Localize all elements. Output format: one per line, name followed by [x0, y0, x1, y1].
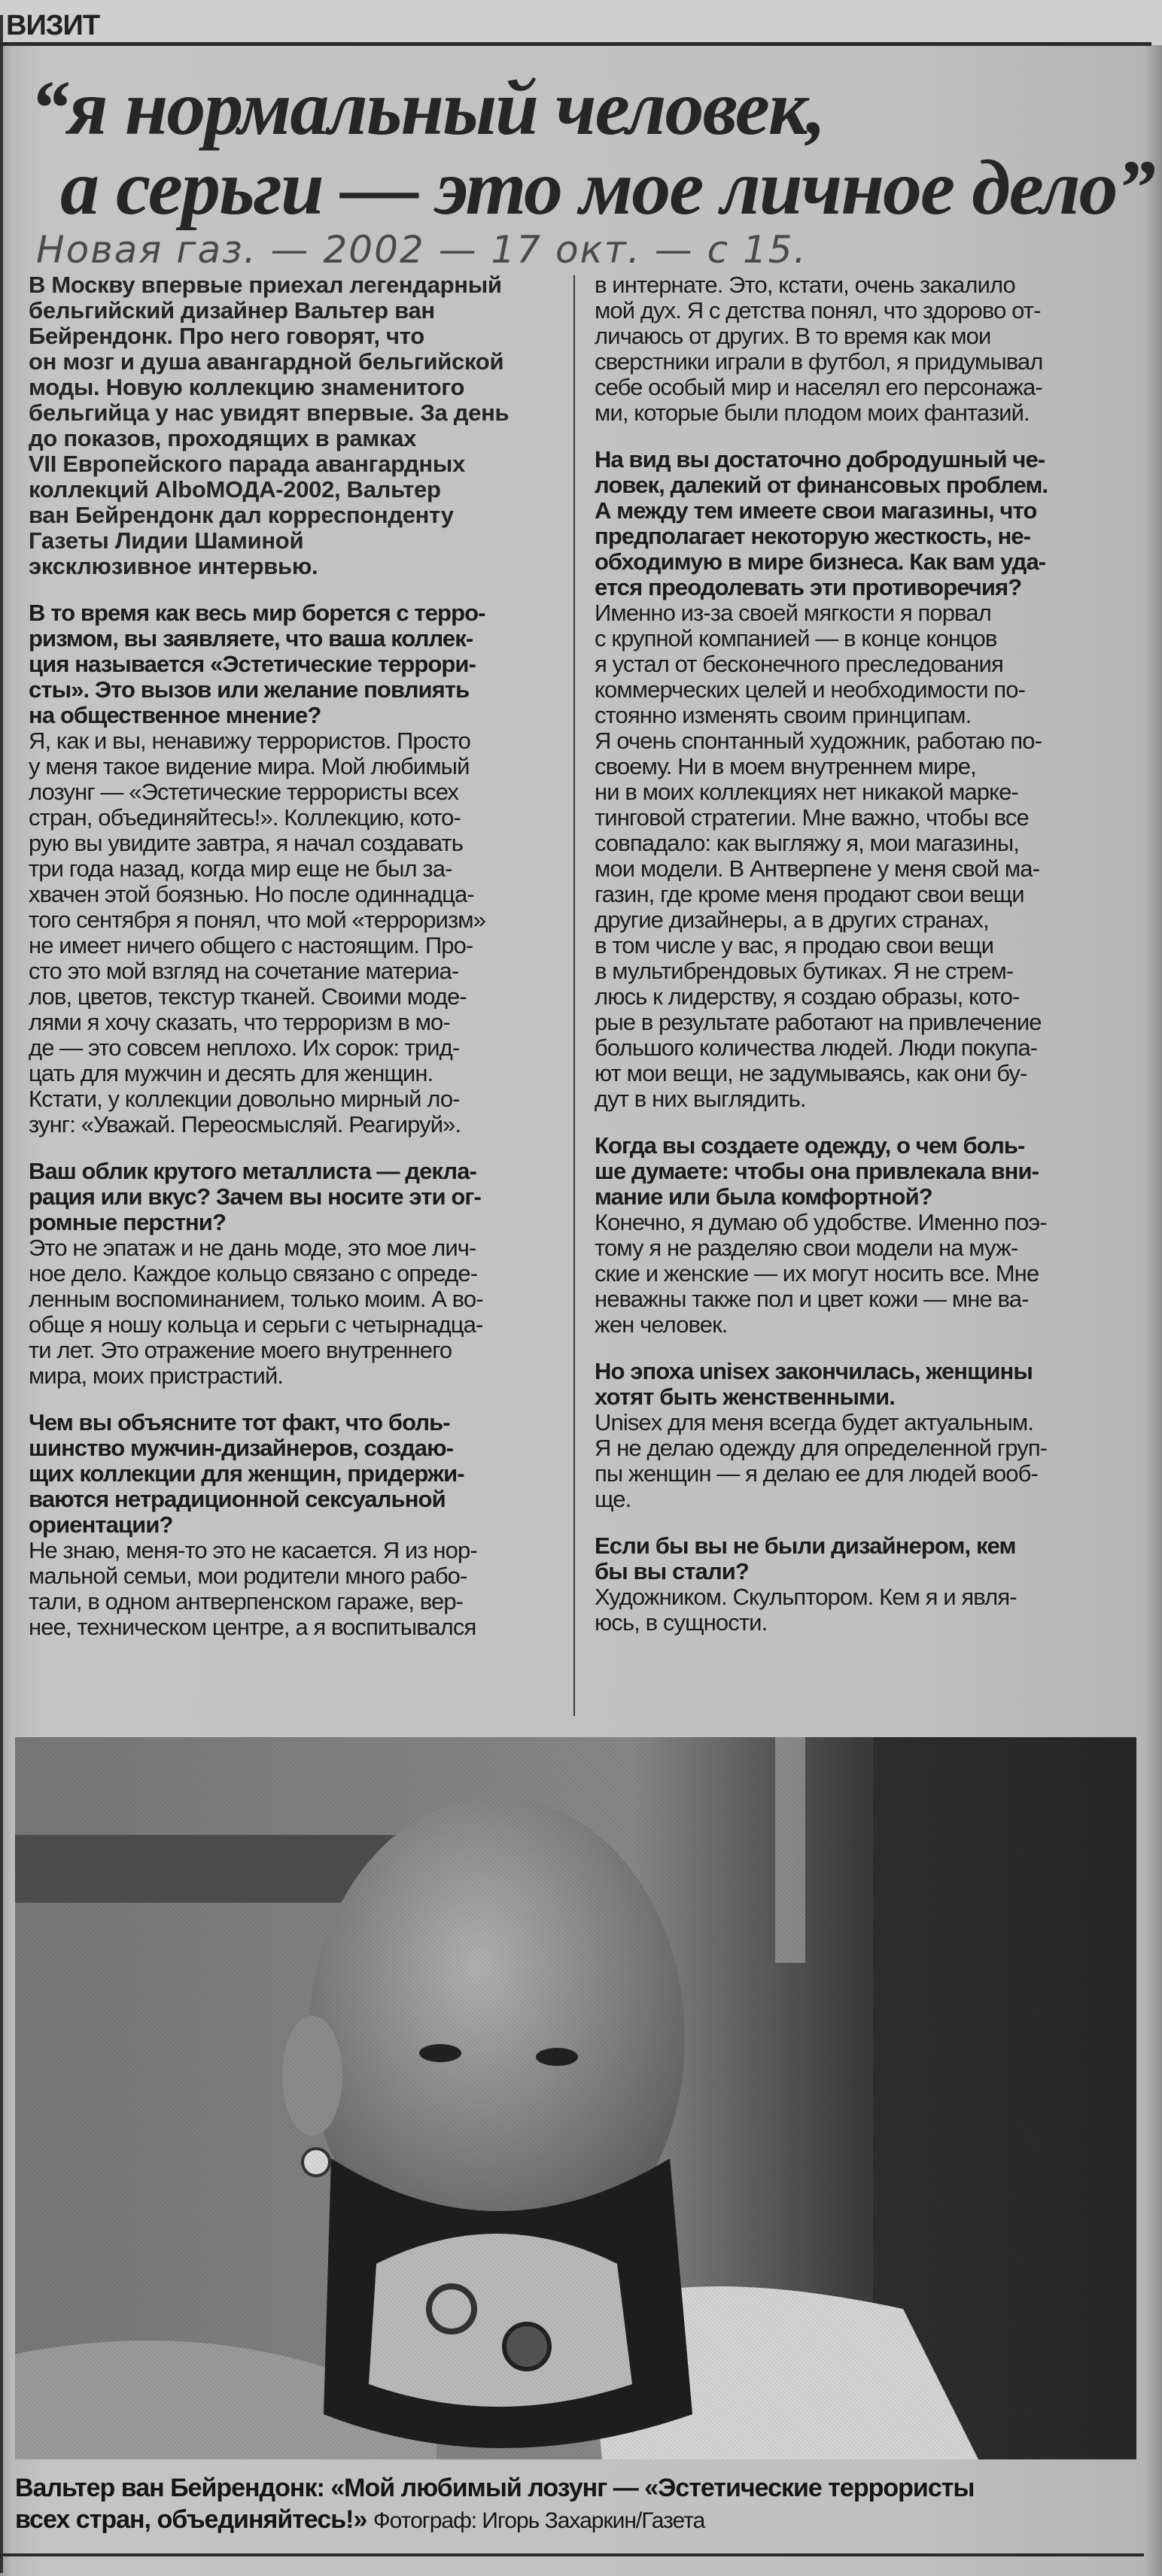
text-line: личаюсь от других. В то время как мои	[595, 323, 991, 349]
interview-question	[595, 1359, 1129, 1410]
text-line: в мультибрендовых бутиках. Я не стрем-	[595, 958, 1014, 984]
interview-answer	[595, 272, 1129, 426]
text-line: VII Европейского парада авангардных	[29, 451, 465, 477]
text-line: мальной семьи, мои родители много рабо-	[29, 1563, 467, 1589]
caption-line-2	[15, 2504, 1136, 2537]
text-line: сто это мой взгляд на сочетание материа-	[29, 958, 459, 984]
text-line: рые в результате работают на привлечение	[595, 1009, 1042, 1035]
text-line: ется преодолевать эти противоречия?	[595, 574, 1022, 600]
text-line: На вид вы достаточно добродушный че-	[595, 446, 1045, 472]
text-line: Я, как и вы, ненавижу террористов. Просто	[29, 728, 470, 754]
text-line: три года назад, когда мир еще не был за-	[29, 855, 452, 882]
text-line: Кстати, у коллекции довольно мирный ло-	[29, 1086, 460, 1112]
text-line: мира, моих пристрастий.	[29, 1362, 284, 1389]
interview-answer	[595, 1584, 1129, 1636]
text-line: тали, в одном антверпенском гараже, вер-	[29, 1588, 464, 1615]
text-line: моды. Новую коллекцию знаменитого	[29, 374, 465, 400]
text-line: лов, цветов, текстур тканей. Своими моде-	[29, 983, 467, 1010]
text-line: ские и женские — их могут носить все. Мне	[595, 1260, 1039, 1286]
interview-answer	[29, 728, 563, 1138]
text-line: лями я хочу сказать, что терроризм в мо-	[29, 1009, 450, 1035]
text-line: мой дух. Я с детства понял, что здорово от-	[595, 297, 1041, 324]
text-line: Конечно, я думаю об удобстве. Именно поэ-	[595, 1209, 1047, 1235]
text-line: Unisex для меня всегда будет актуальным.	[595, 1409, 1034, 1435]
paragraph-gap	[595, 1338, 1129, 1359]
text-line: неважны также пол и цвет кожи — мне ва-	[595, 1286, 1029, 1312]
text-line: большого количества людей. Люди покупа-	[595, 1034, 1038, 1061]
text-line: ван Бейрендонк дал корреспонденту	[29, 502, 454, 528]
text-line: совпадало: как выгляжу я, мои магазины,	[595, 830, 1019, 856]
handwritten-note: Новая газ. — 2002 — 17 окт. — с 15.	[36, 228, 808, 272]
text-line: сты». Это вызов или желание повлиять	[29, 676, 470, 703]
text-line: ное дело. Каждое кольцо связано с опреде-	[29, 1260, 478, 1286]
text-line: сверстники играли в футбол, я придумывал	[595, 348, 1043, 375]
text-line: ти лет. Это отражение моего внутреннего	[29, 1337, 452, 1363]
interview-answer	[595, 1410, 1129, 1512]
caption-quote-line-2: всех стран, объединяйтесь!»	[15, 2505, 367, 2534]
text-line: ше думаете: чтобы она привлекала вни-	[595, 1158, 1039, 1184]
text-line: ют мои вещи, не задумываясь, как они бу-	[595, 1060, 1027, 1086]
text-line: люсь к лидерству, я создаю образы, кото-	[595, 983, 1020, 1010]
text-line: А между тем имеете свои магазины, что	[595, 497, 1037, 524]
interview-question	[595, 1533, 1129, 1584]
text-line: тинговой стратегии. Мне важно, чтобы все	[595, 804, 1029, 831]
text-line: того сентября я понял, что мой «терроризм»	[29, 907, 486, 933]
text-line: де — это совсем неплохо. Их сорок: трид-	[29, 1034, 460, 1061]
text-line: я устал от бесконечного преследования	[595, 651, 1003, 677]
portrait-illustration	[15, 1737, 1136, 2459]
text-line: ще.	[595, 1486, 631, 1512]
text-line: Я очень спонтанный художник, работаю по-	[595, 728, 1042, 754]
headline-line-1: “я нормальный человек,	[30, 65, 825, 151]
paragraph-gap	[595, 1112, 1129, 1133]
page-top-margin	[0, 0, 1162, 45]
photo-credit: Фотограф: Игорь Захаркин/Газета	[373, 2508, 705, 2533]
text-line: ромные перстни?	[29, 1209, 226, 1235]
text-line: стран, объединяйтесь!». Коллекцию, кото-	[29, 804, 461, 831]
text-line: ориентации?	[29, 1511, 173, 1538]
text-line: Но эпоха unisex закончилась, женщины	[595, 1358, 1033, 1384]
text-line: в том числе у вас, я продаю свои вещи	[595, 932, 994, 958]
interview-question	[29, 1159, 563, 1235]
text-line: шинство мужчин-дизайнеров, создаю-	[29, 1435, 454, 1461]
text-line: Если бы вы не были дизайнером, кем	[595, 1533, 1016, 1559]
text-line: не имеет ничего общего с настоящим. Про-	[29, 932, 473, 958]
text-line: Ваш облик крутого металлиста — декла-	[29, 1158, 476, 1184]
text-line: у меня такое видение мира. Мой любимый	[29, 753, 470, 779]
text-line: юсь, в сущности.	[595, 1609, 768, 1636]
header-rule	[0, 42, 1151, 46]
text-line: эксклюзивное интервью.	[29, 553, 318, 579]
text-line: ленным воспоминанием, только моим. А во-	[29, 1286, 483, 1312]
text-line: Именно из-за своей мягкости я порвал	[595, 600, 991, 626]
interview-answer	[29, 1235, 563, 1389]
text-line: с крупной компанией — в конце концов	[595, 625, 997, 652]
text-line: лозунг — «Эстетические террористы всех	[29, 779, 459, 805]
interview-question	[595, 447, 1129, 600]
text-line: коммерческих целей и необходимости по-	[595, 676, 1026, 703]
text-line: ризмом, вы заявляете, что ваша коллек-	[29, 625, 473, 652]
text-line: обходимую в мире бизнеса. Как вам уда-	[595, 548, 1046, 575]
text-line: газин, где кроме меня продают свои вещи	[595, 881, 1024, 907]
text-line: жен человек.	[595, 1311, 728, 1338]
column-divider	[573, 275, 575, 1716]
text-line: рую вы увидите завтра, я начал создавать	[29, 830, 463, 856]
text-line: хвачен этой боязнью. Но после одиннадца-	[29, 881, 474, 907]
text-line: стоянно изменять своим принципам.	[595, 702, 972, 728]
text-line: своему. Ни в моем внутреннем мире,	[595, 753, 976, 779]
footer-rule	[0, 2553, 1144, 2556]
text-line: ция называется «Эстетические террори-	[29, 651, 476, 677]
text-line: ми, которые были плодом моих фантазий.	[595, 399, 1030, 426]
text-line: ловек, далекий от финансовых проблем.	[595, 472, 1048, 498]
text-line: В то время как весь мир борется с терро-	[29, 600, 485, 626]
text-line: Газеты Лидии Шаминой	[29, 527, 304, 554]
interview-question	[29, 600, 563, 728]
text-line: Я не делаю одежду для определенной груп-	[595, 1435, 1048, 1461]
text-line: рация или вкус? Зачем вы носите эти ог-	[29, 1183, 481, 1210]
text-line: Бейрендонк. Про него говорят, что	[29, 323, 424, 349]
text-line: предполагает некоторую жесткость, не-	[595, 523, 1031, 549]
interview-answer	[595, 1210, 1129, 1338]
portrait-photo	[15, 1737, 1136, 2459]
text-line: Не знаю, меня-то это не касается. Я из нор-	[29, 1537, 477, 1563]
photo-caption	[15, 2472, 1136, 2537]
interview-answer	[595, 600, 1129, 1112]
text-line: нее, техническом центре, а я воспитывался	[29, 1614, 476, 1640]
text-line: зунг: «Уважай. Переосмысляй. Реагируй».	[29, 1111, 461, 1138]
interview-question	[595, 1133, 1129, 1210]
caption-quote-line-1: Вальтер ван Бейрендонк: «Мой любимый лозунг — «Эстетические террористы	[15, 2474, 975, 2502]
paragraph-gap	[29, 1389, 563, 1410]
text-line: себе особый мир и населял его персонажа-	[595, 374, 1042, 400]
interview-question	[29, 1410, 563, 1538]
text-line: Художником. Скульптором. Кем я и явля-	[595, 1584, 1017, 1610]
text-line: он мозг и душа авангардной бельгийской	[29, 348, 504, 375]
text-line: коллекций AlboМОДА-2002, Вальтер	[29, 476, 441, 503]
text-line: мои модели. В Антверпене у меня свой ма-	[595, 855, 1040, 882]
text-line: бельгийца у нас увидят впервые. За день	[29, 399, 510, 426]
text-line: дут в них выглядить.	[595, 1086, 806, 1112]
text-line: другие дизайнеры, а в других странах,	[595, 907, 989, 933]
text-line: Чем вы объясните тот факт, что боль-	[29, 1409, 450, 1435]
text-line: обще я ношу кольца и серьги с четырнадца-	[29, 1311, 483, 1338]
paragraph-gap	[595, 426, 1129, 447]
text-line: в интернате. Это, кстати, очень закалило	[595, 272, 1015, 298]
text-line: до показов, проходящих в рамках	[29, 425, 417, 451]
interview-answer	[29, 1538, 563, 1640]
text-line: ваются нетрадиционной сексуальной	[29, 1486, 446, 1512]
text-line: мание или была комфортной?	[595, 1183, 932, 1210]
text-line: Это не эпатаж и не дань моде, это мое лич-	[29, 1235, 476, 1261]
paragraph-gap	[595, 1512, 1129, 1533]
text-line: ни в моих коллекциях нет никакой марке-	[595, 779, 1018, 805]
text-line: цать для мужчин и десять для женщин.	[29, 1060, 433, 1086]
paragraph-gap	[29, 1138, 563, 1159]
text-line: бельгийский дизайнер Вальтер ван	[29, 297, 435, 324]
text-line: щих коллекции для женщин, придержи-	[29, 1460, 464, 1487]
text-line: Когда вы создаете одежду, о чем боль-	[595, 1132, 1025, 1159]
headline-line-2: а серьги — это мое личное дело”	[60, 144, 1154, 231]
text-line: бы вы стали?	[595, 1558, 749, 1584]
article-column-left	[29, 272, 563, 1728]
text-line: В Москву впервые приехал легендарный	[29, 272, 502, 298]
text-line: на общественное мнение?	[29, 702, 321, 728]
article-column-right	[595, 272, 1129, 1728]
text-line: хотят быть женственными.	[595, 1384, 895, 1410]
article-lead	[29, 272, 563, 579]
paragraph-gap	[29, 579, 563, 600]
clipping-left-border	[0, 15, 3, 2573]
text-line: пы женщин — я делаю ее для людей вооб-	[595, 1460, 1038, 1487]
text-line: тому я не разделяю свои модели на муж-	[595, 1235, 1018, 1261]
section-label: ВИЗИТ	[6, 10, 100, 41]
